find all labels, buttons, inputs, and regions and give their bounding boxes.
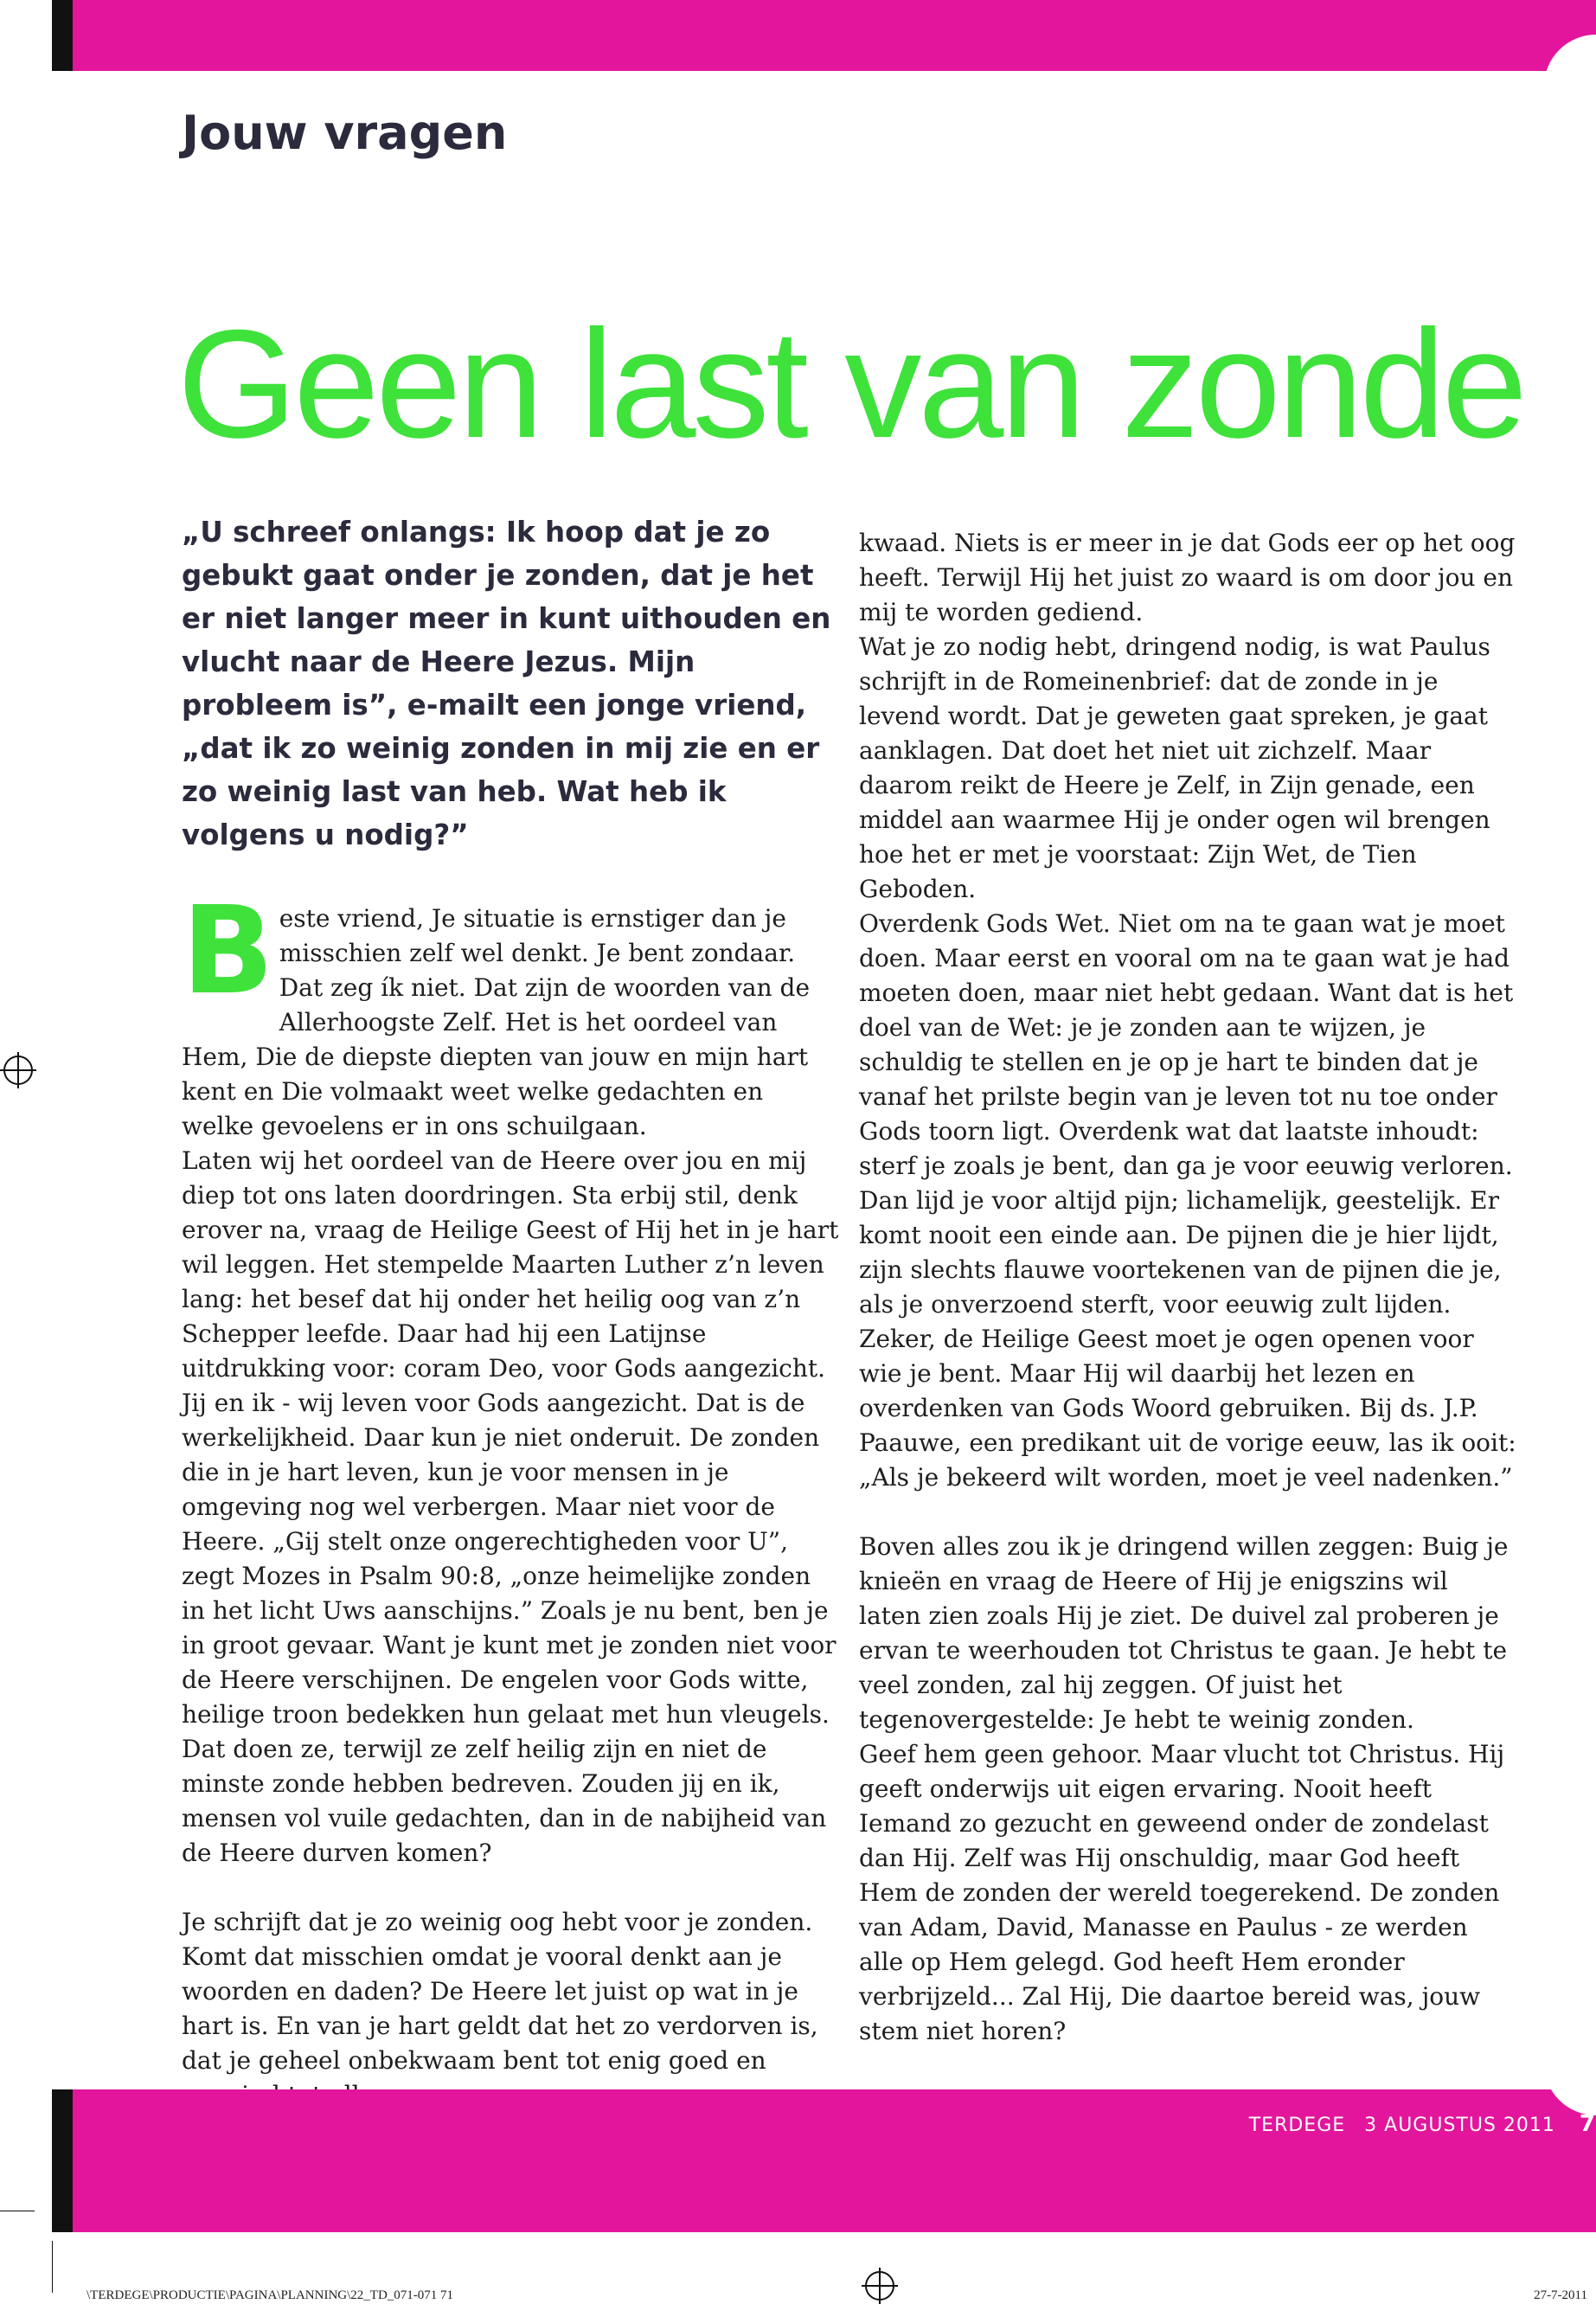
page-number: 7	[1579, 2111, 1596, 2137]
section-label: Jouw vragen	[182, 106, 508, 160]
paragraph: Je schrijft dat je zo weinig oog hebt voor je zonden. Komt dat misschien omdat je vooral denkt aan je woorden en daden? De Heere let juist op wat in je hart is. En van je hart geldt dat het zo verdorven is, dat je geheel onbekwaam bent tot enig goed en	[182, 1908, 818, 2075]
paragraph: Zeker, de Heilige Geest moet je ogen openen voor wie je bent. Maar Hij wil daarbij het lezen en overdenken van Gods Woord gebruiken. Bij ds. J.P. Paauwe, een predikant uit de vorige eeuw, las ik ooit: „Als je bekeerd wilt worden, moet je veel nadenken.”	[859, 1325, 1516, 1492]
article-column-left	[182, 881, 839, 2113]
footer-date: 3 AUGUSTUS 2011	[1364, 2115, 1555, 2136]
paragraph: Laten wij het oordeel van de Heere over jou en mij diep tot ons laten doordringen. Sta erbij stil, denk erover na, vraag de Heilige Geest of Hij het in je hart wil leggen. Het stempelde Maarten Luther z’n leven lang: het besef dat hij onder het heilig oog van z’n Schepper leefde. Daar had hij een Latijnse uitdrukking voor: coram Deo, voor Gods aangezicht.	[182, 1146, 839, 1383]
print-date: 27-7-2011	[1534, 2288, 1587, 2302]
print-file-path: \TERDEGE\PRODUCTIE\PAGINA\PLANNING\22_TD_071-071 71	[87, 2288, 454, 2302]
paragraph: Boven alles zou ik je dringend willen zeggen: Buig je knieën en vraag de Heere of Hij je enigszins wil laten zien zoals Hij je ziet. De duivel zal proberen je ervan te weerhouden tot Christus te gaan. Je hebt te veel zonden, zal hij zeggen. Of juist het tegenovergestelde: Je hebt te weinig zonden.	[859, 1532, 1509, 1734]
page-footer	[1249, 2111, 1596, 2137]
paragraph: kwaad. Niets is er meer in je dat Gods eer op het oog heeft. Terwijl Hij het juist zo waard is om door jou en mij te worden gediend.	[859, 529, 1516, 626]
headline: Geen last van zonde	[177, 298, 1524, 470]
registration-mark-icon	[3, 1056, 33, 1085]
bottom-bar-black-edge	[52, 2089, 73, 2232]
paragraph: Beste vriend, Je situatie is ernstiger dan je misschien zelf wel denkt. Je bent zondaar. Dat zeg ík niet. Dat zijn de woorden van de Allerhoogste Zelf. Het is het oordeel van Hem, Die de diepste diepten van jouw en mijn hart kent en Die volmaakt weet welke gedachten en welke gevoelens er in ons schuilgaan.	[182, 881, 811, 1140]
top-color-bar	[52, 0, 1596, 71]
footer-magazine-name: TERDEGE	[1248, 2115, 1346, 2136]
top-bar-black-edge	[52, 0, 73, 71]
paragraph: Geef hem geen gehoor. Maar vlucht tot Christus. Hij geeft onderwijs uit eigen ervaring. Nooit heeft Iemand zo gezucht en geweend onder de zondelast dan Hij. Zelf was Hij onschuldig, maar God heeft Hem de zonden der wereld toegerekend. De zonden van Adam, David, Manasse en Paulus - ze werden alle op Hem gelegd. God heeft Hem eronder verbrijzeld... Zal Hij, Die daartoe bereid was, jouw stem niet horen?	[859, 1740, 1505, 2045]
crop-mark	[52, 2241, 53, 2293]
paragraph: Wat je zo nodig hebt, dringend nodig, is wat Paulus schrijft in de Romeinenbrief: dat de zonde in je levend wordt. Dat je geweten gaat spreken, je gaat aanklagen. Dat doet het niet uit zichzelf. Maar daarom reikt de Heere je Zelf, in Zijn genade, een middel aan waarmee Hij je onder ogen wil brengen hoe het er met je voorstaat: Zijn Wet, de Tien Geboden.	[859, 632, 1490, 903]
article-column-right	[859, 526, 1516, 2120]
paragraph: Jij en ik - wij leven voor Gods aangezicht. Dat is de werkelijkheid. Daar kun je niet onderuit. De zonden die in je hart leven, kun je voor mensen in je omgeving nog wel verbergen. Maar niet voor de Heere. „Gij stelt onze ongerechtigheden voor U”, zegt Mozes in Psalm 90:8, „onze heimelijke zonden in het licht Uws aanschijns.” Zoals je nu bent, ben je in groot gevaar. Want je kunt met je zonden niet voor de Heere verschijnen. De engelen voor Gods witte, heilige troon bedekken hun gelaat met hun vleugels. Dat doen ze, terwijl ze zelf heilig zijn en niet de minste zonde hebben bedreven. Zouden jij en ik, mensen vol vuile gedachten, dan in de nabijheid van de Heere durven komen?	[182, 1389, 836, 1867]
paragraph: Overdenk Gods Wet. Niet om na te gaan wat je moet doen. Maar eerst en vooral om na te gaan wat je had moeten doen, maar niet hebt gedaan. Want dat is het doel van de Wet: je je zonden aan te wijzen, je schuldig te stellen en je op je hart te binden dat je vanaf het prilste begin van je leven tot nu toe onder Gods toorn ligt. Overdenk wat dat laatste inhoudt: sterf je zoals je bent, dan ga je voor eeuwig verloren. Dan lijd je voor altijd pijn; lichamelijk, geestelijk. Er komt nooit een einde aan. De pijnen die je hier lijdt, zijn slechts flauwe voortekenen van de pijnen die je, als je onverzoend sterft, voor eeuwig zult lijden.	[859, 909, 1514, 1319]
intro-question: „U schreef onlangs: Ik hoop dat je zo gebukt gaat onder je zonden, dat je het er niet langer meer in kunt uithouden en vlucht naar de Heere Jezus. Mijn probleem is”, e-mailt een jonge vriend, „dat ik zo weinig zonden in mij zie en er zo weinig last van heb. Wat heb ik volgens u nodig?”	[182, 516, 831, 851]
registration-mark-icon	[865, 2271, 894, 2301]
drop-cap: B	[182, 881, 274, 1022]
